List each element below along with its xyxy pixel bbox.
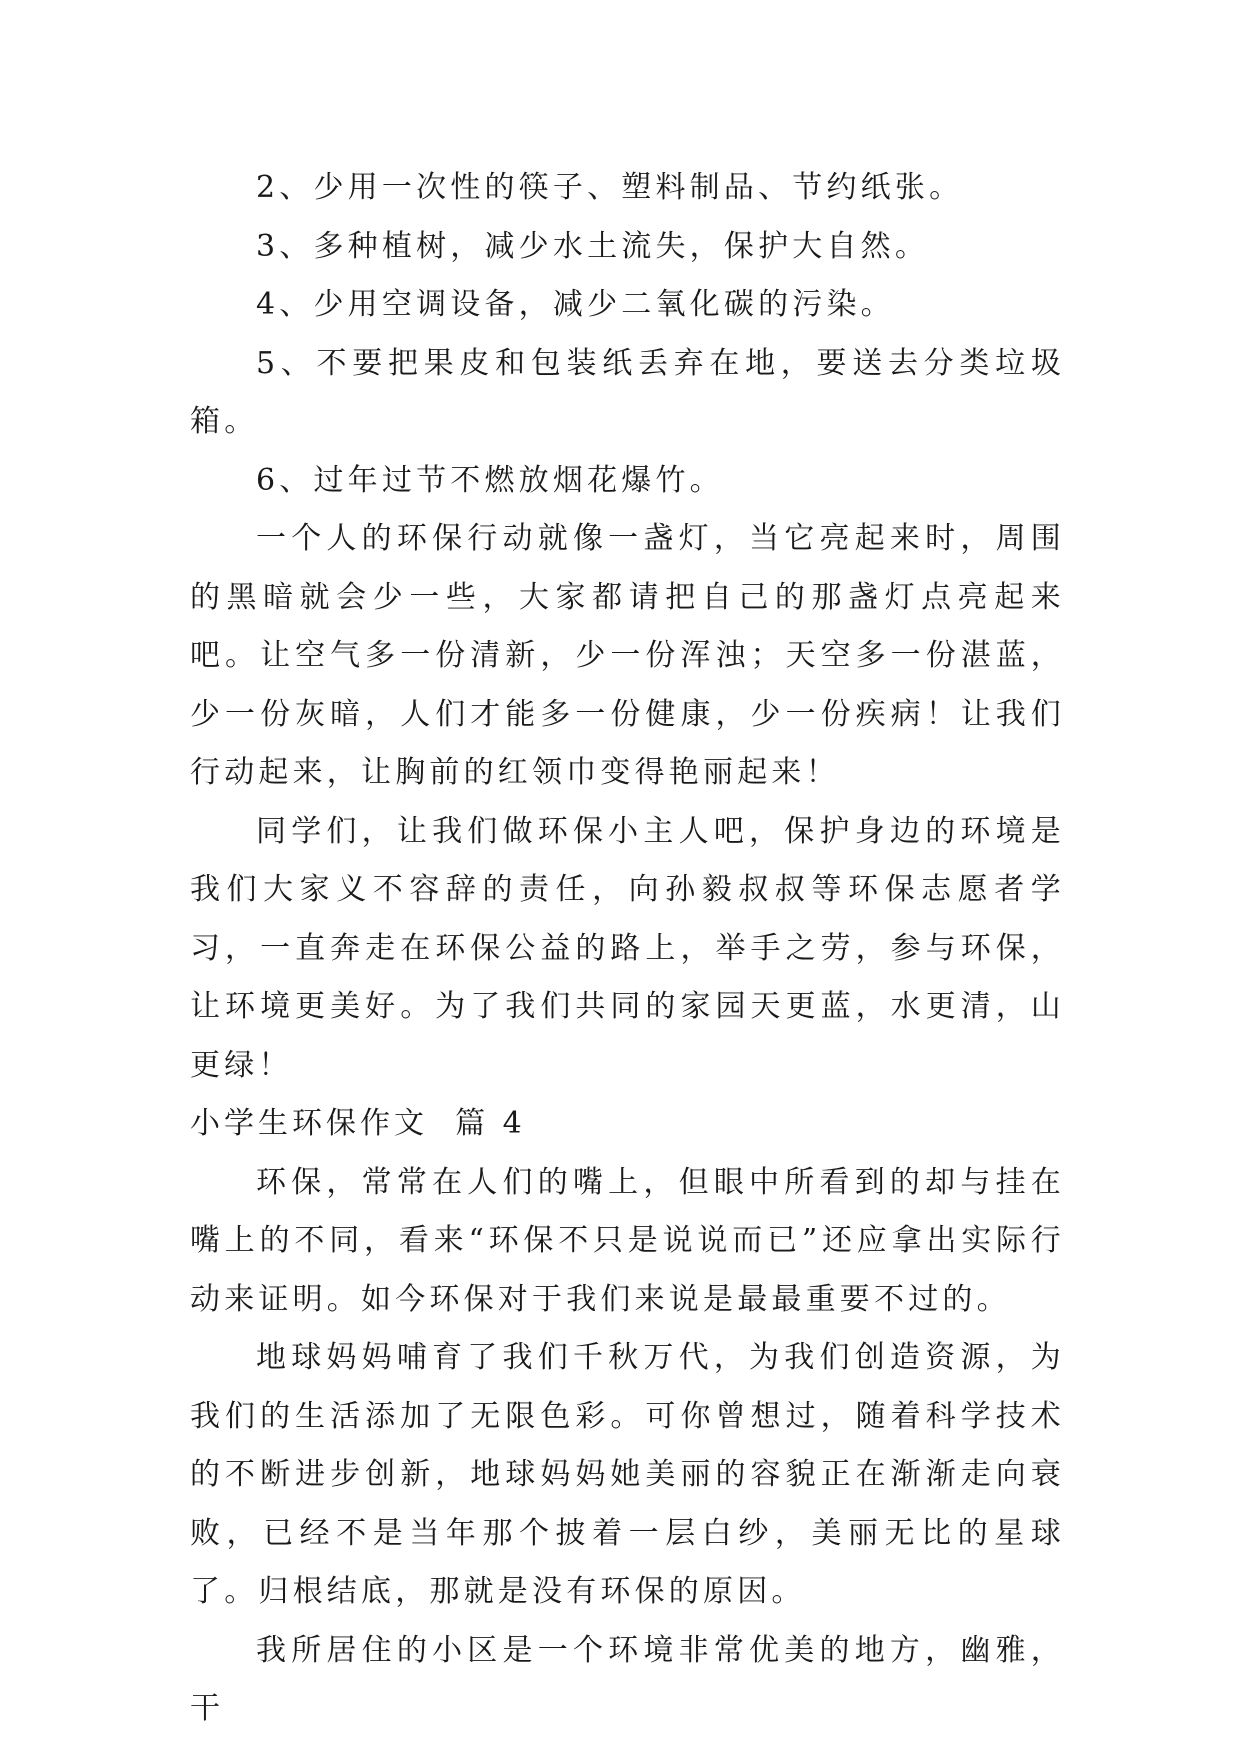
- list-item: 4、少用空调设备，减少二氧化碳的污染。: [256, 287, 895, 322]
- body-paragraph: 我所居住的小区是一个环境非常优美的地方，幽雅，干: [190, 1632, 1065, 1726]
- list-item: 3、多种植树，减少水土流失，保护大自然。: [256, 228, 930, 264]
- list-item: 5、不要把果皮和包装纸丢弃在地，要送去分类垃圾箱。: [190, 345, 1065, 439]
- body-paragraph: 同学们，让我们做环保小主人吧，保护身边的环境是我们大家义不容辞的责任，向孙毅叔叔等环保志愿者学习，一直奔走在环保公益的路上，举手之劳，参与环保，让环境更美好。为了我们共同的家园天更蓝，水更清，山更绿！: [190, 813, 1065, 1083]
- list-item: 6、过年过节不燃放烟花爆竹。: [256, 462, 724, 498]
- body-paragraph: 一个人的环保行动就像一盏灯，当它亮起来时，周围的黑暗就会少一些，大家都请把自己的那盏灯点亮起来吧。让空气多一份清新，少一份浑浊；天空多一份湛蓝，少一份灰暗，人们才能多一份健康，少一份疾病！让我们行动起来，让胸前的红领巾变得艳丽起来！: [190, 521, 1065, 790]
- body-paragraph: 地球妈妈哺育了我们千秋万代，为我们创造资源，为我们的生活添加了无限色彩。可你曾想过，随着科学技术的不断进步创新，地球妈妈她美丽的容貌正在渐渐走向衰败，已经不是当年那个披着一层白纱，美丽无比的星球了。归根结底，那就是没有环保的原因。: [190, 1340, 1065, 1609]
- section-heading: 小学生环保作文 篇 4: [190, 1106, 526, 1141]
- body-paragraph: 环保，常常在人们的嘴上，但眼中所看到的却与挂在嘴上的不同，看来“环保不只是说说而已”还应拿出实际行动来证明。如今环保对于我们来说是最最重要不过的。: [190, 1164, 1065, 1317]
- document-body: [190, 159, 1065, 1739]
- list-item: 2、少用一次性的筷子、塑料制品、节约纸张。: [256, 170, 964, 205]
